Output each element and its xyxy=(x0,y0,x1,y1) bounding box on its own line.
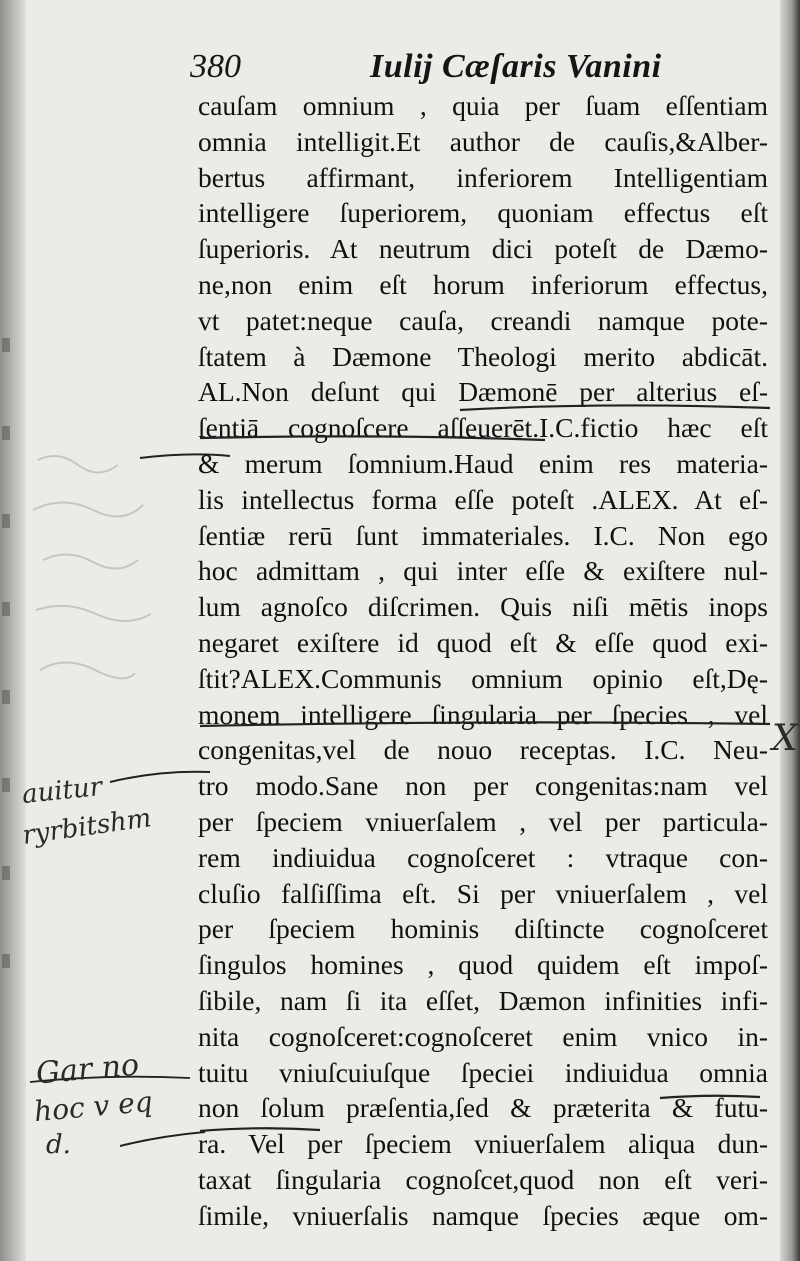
text-line: per ſpeciem hominis diſtincte cognoſceret xyxy=(198,913,768,945)
text-line: ne,non enim eſt horum inferiorum effectus, xyxy=(198,268,768,300)
text-line: monem intelligere ſingularia per ſpecies , vel xyxy=(198,698,768,730)
marginal-note: ryrbitshm xyxy=(20,803,154,851)
body-text xyxy=(198,88,768,1234)
text-line: ſimile, vniuerſalis namque ſpecies æque om- xyxy=(198,1199,768,1231)
text-line: cluſio falſiſſima eſt. Si per vniuerſalem , vel xyxy=(198,877,768,909)
margin-cross-mark: X xyxy=(772,718,798,759)
text-line: per ſpeciem vniuerſalem , vel per particula- xyxy=(198,805,768,837)
text-line: ſtit?ALEX.Communis omnium opinio eſt,Dę- xyxy=(198,662,768,694)
page-header xyxy=(190,44,760,92)
text-line: ſentiā cognoſcere aſſeuerēt.I.C.fictio hæc eſt xyxy=(198,412,768,444)
text-line: cauſam omnium , quia per ſuam eſſentiam xyxy=(198,90,768,121)
marginal-note: hoc v eq xyxy=(32,1084,154,1129)
text-line: intelligere ſuperiorem, quoniam effectus eſt xyxy=(198,197,768,229)
text-line: congenitas,vel de nouo receptas. I.C. Neu- xyxy=(198,734,768,766)
text-line: lum agnoſco diſcrimen. Quis niſi mētis inops xyxy=(198,591,768,623)
running-head: Iulij Cæſaris Vanini xyxy=(370,48,662,85)
text-line: vt patet:neque cauſa, creandi namque pote- xyxy=(198,304,768,336)
text-line: bertus affirmant, inferiorem Intelligentiam xyxy=(198,161,768,193)
margin-ticks xyxy=(2,300,10,1000)
text-line: rem indiuidua cognoſceret : vtraque con- xyxy=(198,841,768,873)
text-line: tro modo.Sane non per congenitas:nam vel xyxy=(198,770,768,802)
text-line: ſingulos homines , quod quidem eſt impoſ- xyxy=(198,949,768,981)
text-line: ra. Vel per ſpeciem vniuerſalem aliqua dun- xyxy=(198,1128,768,1160)
marginal-note: Gar no xyxy=(34,1047,141,1092)
underline-mark xyxy=(120,1132,205,1146)
marginal-note: auitur xyxy=(20,771,104,811)
page-number: 380 xyxy=(190,48,241,85)
text-line: non ſolum præſentia,ſed & præterita & futu- xyxy=(198,1092,768,1124)
text-line: ſuperioris. At neutrum dici poteſt de Dæmo- xyxy=(198,233,768,265)
text-line: hoc admittam , qui inter eſſe & exiſtere nul- xyxy=(198,555,768,587)
text-line: ſentiæ rerū ſunt immateriales. I.C. Non ego xyxy=(198,519,768,551)
marginal-note: d. xyxy=(46,1130,71,1160)
text-line: nita cognoſceret:cognoſceret enim vnico in- xyxy=(198,1020,768,1052)
text-line: taxat ſingularia cognoſcet,quod non eſt veri- xyxy=(198,1163,768,1195)
text-line: tuitu vniuſcuiuſque ſpeciei indiuidua omnia xyxy=(198,1056,768,1088)
text-line: lis intellectus forma eſſe poteſt .ALEX. At eſ- xyxy=(198,483,768,515)
text-line: ſtatem à Dæmone Theologi merito abdicāt. xyxy=(198,340,768,372)
bleed-through-handwriting xyxy=(28,440,178,740)
text-line: AL.Non deſunt qui Dæmonē per alterius eſ- xyxy=(198,376,768,408)
text-line: ſibile, nam ſi ita eſſet, Dæmon infinities infi- xyxy=(198,984,768,1016)
text-line: omnia intelligit.Et author de cauſis,&Alber- xyxy=(198,125,768,157)
underline-mark xyxy=(110,772,210,782)
text-line: & merum ſomnium.Haud enim res materia- xyxy=(198,447,768,479)
text-line: negaret exiſtere id quod eſt & eſſe quod exi- xyxy=(198,626,768,658)
page-edge xyxy=(780,0,800,1261)
